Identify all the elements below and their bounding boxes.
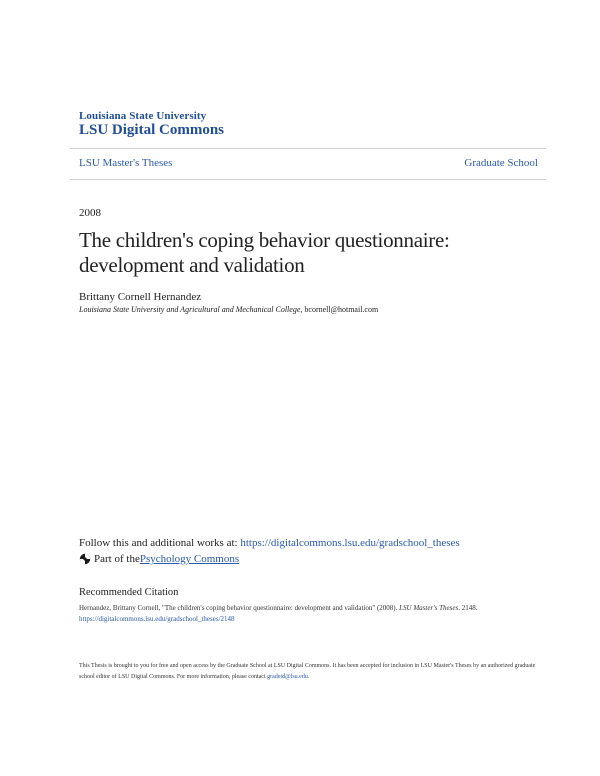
repository-name[interactable]: LSU Digital Commons	[79, 122, 225, 138]
citation-url-link[interactable]: https://digitalcommons.lsu.edu/gradschool_theses/2148	[79, 615, 235, 623]
affiliation-institution: Louisiana State University and Agricultural and Mechanical College	[79, 305, 301, 314]
contact-email-link[interactable]: gradetd@lsu.edu	[267, 674, 308, 680]
citation-number: . 2148.	[458, 604, 478, 612]
divider-top	[70, 148, 546, 149]
divider-bottom	[70, 179, 546, 180]
network-icon	[79, 553, 91, 565]
author-name: Brittany Cornell Hernandez	[79, 291, 202, 303]
citation-series: LSU Master's Theses	[399, 604, 459, 612]
part-of-label: Part of the	[94, 553, 140, 565]
author-affiliation	[79, 305, 378, 314]
follow-line	[79, 537, 460, 549]
publication-year: 2008	[79, 207, 101, 219]
institution-name: Louisiana State University	[79, 110, 207, 122]
footer-end: .	[307, 674, 310, 680]
collection-url-link[interactable]: https://digitalcommons.lsu.edu/gradschool_theses	[240, 537, 460, 549]
psychology-commons-link[interactable]: Psychology Commons	[139, 553, 240, 565]
follow-label: Follow this and additional works at:	[79, 537, 241, 549]
author-email: , bcornell@hotmail.com	[300, 305, 379, 314]
recommended-citation-heading: Recommended Citation	[79, 587, 179, 598]
document-title: The children's coping behavior questionnaire: development and validation	[79, 228, 450, 277]
masters-theses-link[interactable]: LSU Master's Theses	[79, 157, 173, 169]
footer-text: This Thesis is brought to you for free and open access by the Graduate School at LSU Digital Commons. It has been accepted for inclusion in LSU Master's Theses by an authorized graduate school editor of LSU Digital Commons. For more information, please contact	[79, 663, 536, 680]
part-of-line	[79, 553, 239, 565]
graduate-school-link[interactable]: Graduate School	[464, 157, 538, 169]
citation-text	[79, 603, 539, 625]
citation-body: Hernandez, Brittany Cornell, "The children's coping behavior questionnaire: development and validation" (2008).	[79, 604, 400, 612]
footer-notice	[79, 661, 539, 683]
